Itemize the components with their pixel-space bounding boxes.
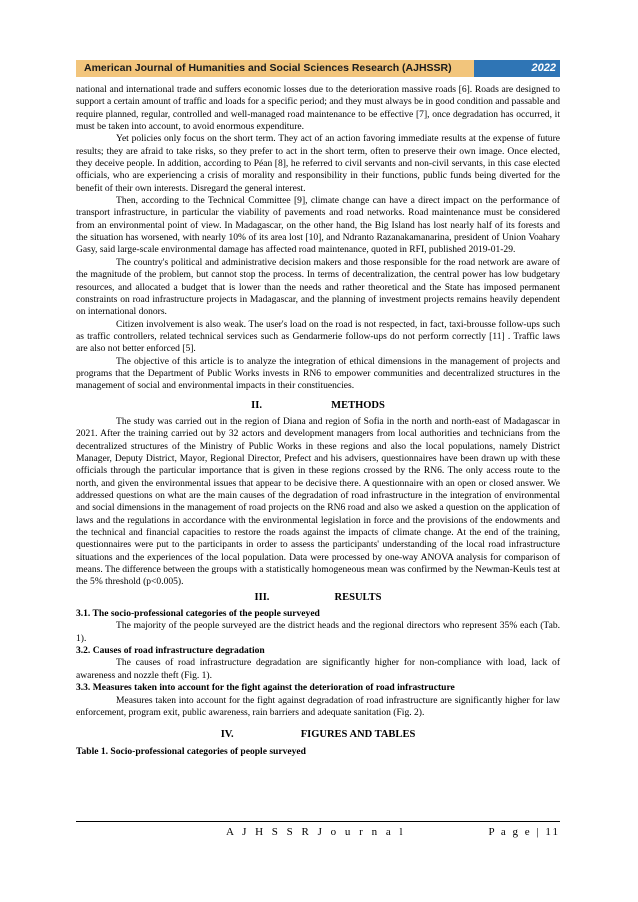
paragraph: Then, according to the Technical Committee [9], climate change can have a direct impact on the performance of transport infrastructure, in particular the viability of pavements and road networks. Road maintenance must be considered from an environmental point of view. In Madagascar, on the other hand, the Big Island has lost nearly half of its forests and the situation has worsened, with nearly 10% of its area lost [10], and Ndranto Razanakamanarina, president of Union Voahary Gasy, said large-scale environmental damage has affected road maintenance, quoted in RFI, published 2019-01-29. [76, 195, 560, 256]
paragraph: The causes of road infrastructure degradation are significantly higher for non-compliance with load, lack of awareness and nozzle theft (Fig. 1). [76, 657, 560, 681]
table-caption: Table 1. Socio-professional categories of people surveyed [76, 745, 306, 757]
footer-journal: A J H S S R J o u r n a l [226, 826, 406, 838]
section-number: IV. [220, 729, 234, 741]
section-title: RESULTS [334, 591, 382, 603]
section-heading-figures [76, 729, 560, 741]
subsection-title: 3.2. Causes of road infrastructure degradation [76, 645, 265, 657]
section-heading-methods [76, 400, 560, 412]
subsection-title: 3.3. Measures taken into account for the fight against the deterioration of road infrastructure [76, 682, 455, 694]
section-title: METHODS [331, 399, 385, 411]
article-body [76, 84, 560, 758]
journal-year: 2022 [474, 60, 560, 77]
subsection-title: 3.1. The socio-professional categories of the people surveyed [76, 608, 320, 620]
journal-header [76, 60, 560, 77]
footer-divider [76, 821, 560, 822]
journal-title: American Journal of Humanities and Social Sciences Research (AJHSSR) [76, 60, 474, 77]
paragraph: Measures taken into account for the fight against degradation of road infrastructure are significantly higher for law enforcement, program exit, public awareness, rain barriers and adequate sanitation (Fig. 2). [76, 694, 560, 718]
section-heading-results [76, 592, 560, 604]
section-title: FIGURES AND TABLES [300, 729, 416, 741]
section-number: III. [254, 591, 270, 603]
page-number: P a g e | 11 [488, 826, 560, 838]
paragraph: The objective of this article is to analyze the integration of ethical dimensions in the management of projects and programs that the Department of Public Works invests in RN6 to empower communities and decentralized structures in the management of social and environmental impacts in their constituencies. [76, 355, 560, 392]
paragraph: The country's political and administrative decision makers and those responsible for the road network are aware of the magnitude of the problem, but cannot stop the process. In terms of decentralization, the central power has low budgetary resources, and allocated a budget that is lower than the needs and rather theoretical and the State has imposed permanent constraints on road infrastructure projects in Madagascar, and the planning of investment projects remains heavily dependent on international donors. [76, 256, 560, 318]
paragraph: Yet policies only focus on the short term. They act of an action favoring immediate results at the expense of future results; they are afraid to take risks, so they prefer to act in the short term, often to preserve their own image. Once elected, they deceive people. In addition, according to Péan [8], he referred to civil servants and non-civil servants, in this case elected officials, who are experiencing a crisis of morality and responsibility in their functions, public funds being diverted for the benefit of their own interests. Disregard the general interest. [76, 133, 560, 194]
paragraph: Citizen involvement is also weak. The user's load on the road is not respected, in fact, taxi-brousse follow-ups such as traffic controllers, related technical services such as Gendarmerie follow-ups do not perform correctly [11] . Traffic laws are also not better enforced [5]. [76, 318, 560, 355]
paragraph: The study was carried out in the region of Diana and region of Sofia in the north and north-east of Madagascar in 2021. After the training carried out by 32 actors and development managers from local authorities and technicians from the decentralized structures of the Ministry of Public Works in these regions and also the local populations, namely District Manager, Deputy District, Mayor, Regional Director, Prefect and his advisers, questionnaires have been drawn up with these officials through the particular importance that is given in these regions crossed by the RN6. The only access route to the north, and given the environmental issues that appear to be decisive there. A questionnaire with an open or closed answer. We addressed questions on what are the main causes of the degradation of road infrastructure in the integration of environmental and social dimensions in the management of road projects on the RN6 road and also we asked a question on the application of laws and the regulations in accordance with the environmental legislation in force and the provisions of the endowments and the technical and financial capacities to restore the roads against the impacts of climate change. At the end of the training, questionnaires were put to the participants in order to assess the participants' understanding of the local road infrastructure situations and the experiences of the local population. Data were processed by one-way ANOVA analysis for comparison of means. The difference between the groups with a statistically homogeneous mean was confirmed by the Newman-Keuls test at the 5% threshold (p<0.005). [76, 415, 560, 588]
section-number: II. [251, 399, 262, 411]
paragraph: national and international trade and suffers economic losses due to the deterioration massive roads [6]. Roads are designed to support a certain amount of traffic and loads for a specific period; and they must always be in good condition and passable and require planned, regular, controlled and well-managed road maintenance to be effective [7], once degradation has occurred, it must be taken into account, to avoid enormous expenditure. [76, 84, 560, 133]
paragraph: The majority of the people surveyed are the district heads and the regional directors who represent 35% each (Tab. 1). [76, 620, 560, 644]
